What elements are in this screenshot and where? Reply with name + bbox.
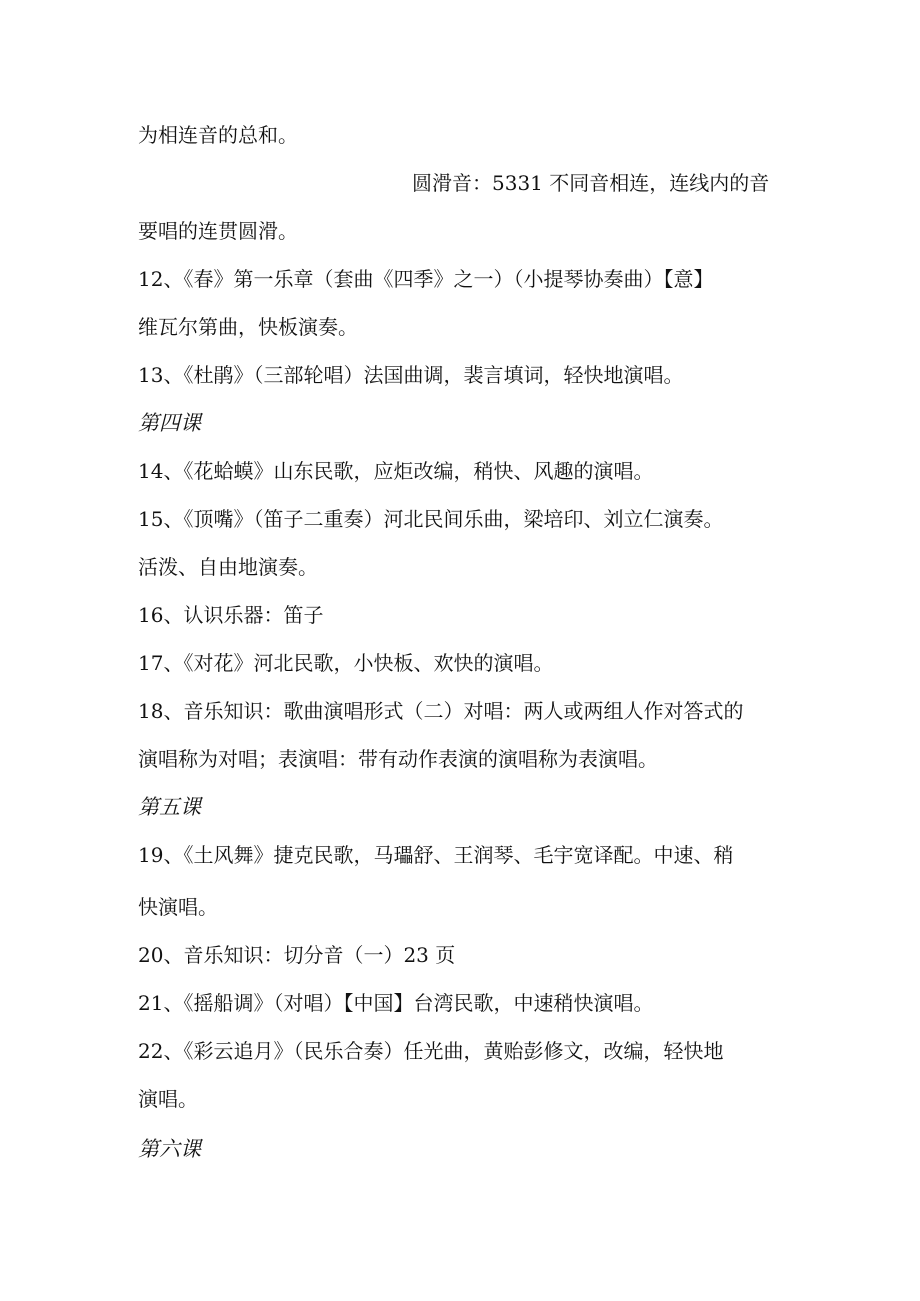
- text-line: 快演唱。: [138, 895, 218, 919]
- text-line: 17、《对花》河北民歌，小快板、欢快的演唱。: [138, 651, 554, 675]
- text-line: 18、音乐知识：歌曲演唱形式（二）对唱：两人或两组人作对答式的: [138, 699, 744, 723]
- text-line: 16、认识乐器：笛子: [138, 603, 324, 627]
- text-line: 活泼、自由地演奏。: [138, 555, 318, 579]
- text-line: 20、音乐知识：切分音（一）23 页: [138, 943, 456, 967]
- text-line: 15、《顶嘴》（笛子二重奏）河北民间乐曲，梁培印、刘立仁演奏。: [138, 507, 724, 531]
- text-line: 要唱的连贯圆滑。: [138, 219, 298, 243]
- section-heading: 第五课: [138, 795, 201, 819]
- section-heading: 第四课: [138, 411, 201, 435]
- text-line: 维瓦尔第曲，快板演奏。: [138, 315, 358, 339]
- text-line: 圆滑音：5331 不同音相连，连线内的音: [412, 171, 770, 195]
- text-line: 演唱称为对唱；表演唱：带有动作表演的演唱称为表演唱。: [138, 747, 658, 771]
- text-line: 13、《杜鹃》（三部轮唱）法国曲调，裴言填词，轻快地演唱。: [138, 363, 684, 387]
- text-line: 21、《摇船调》（对唱）【中国】台湾民歌，中速稍快演唱。: [138, 991, 654, 1015]
- text-line: 12、《春》第一乐章（套曲《四季》之一）（小提琴协奏曲）【意】: [138, 267, 714, 291]
- text-line: 14、《花蛤蟆》山东民歌，应炬改编，稍快、风趣的演唱。: [138, 459, 654, 483]
- text-line: 演唱。: [138, 1087, 198, 1111]
- text-line: 19、《土风舞》捷克民歌，马瓃舒、王润琴、毛宇宽译配。中速、稍: [138, 843, 734, 867]
- text-line: 22、《彩云追月》（民乐合奏）任光曲，黄贻彭修文，改编，轻快地: [138, 1039, 724, 1063]
- text-line: 为相连音的总和。: [138, 123, 298, 147]
- section-heading: 第六课: [138, 1137, 201, 1161]
